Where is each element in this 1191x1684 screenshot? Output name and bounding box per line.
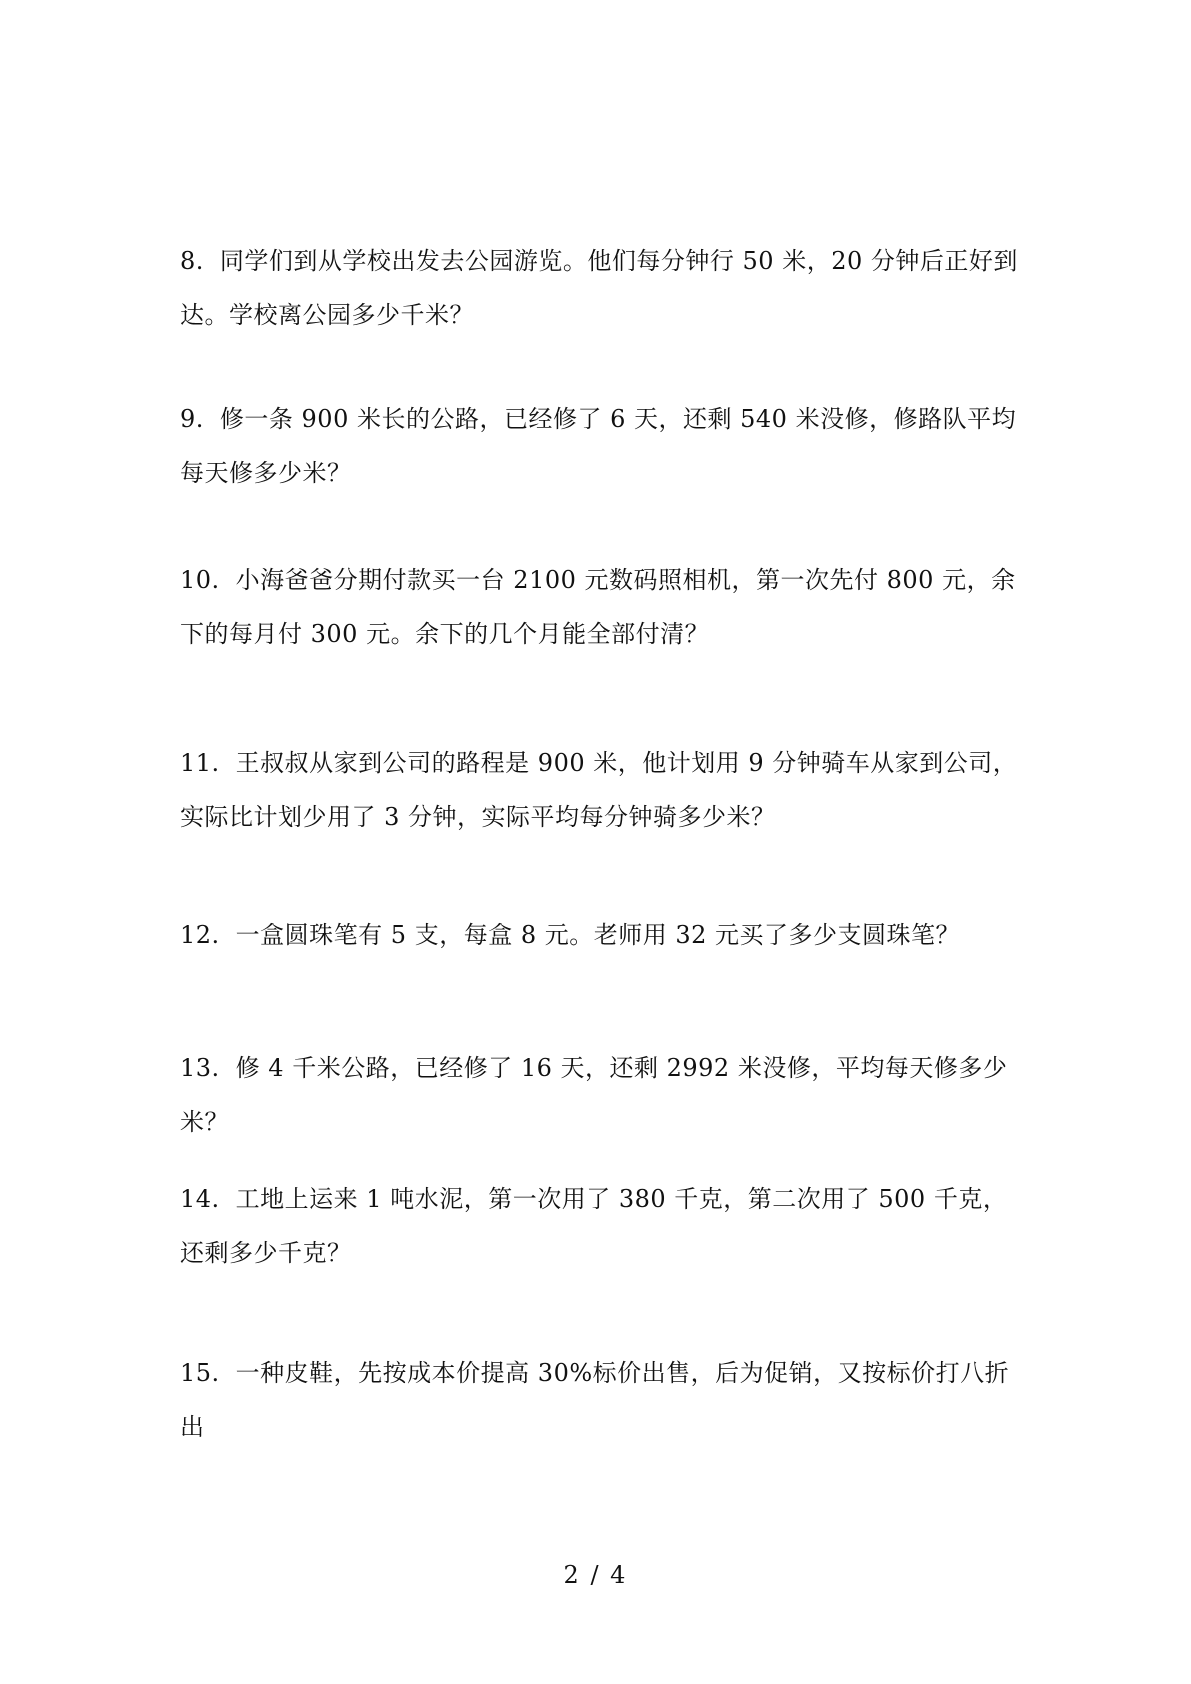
problem-12 xyxy=(180,908,1020,962)
problem-8 xyxy=(180,234,1020,342)
problem-number: 15. xyxy=(180,1359,220,1387)
problem-9 xyxy=(180,392,1020,500)
problem-number: 11. xyxy=(180,749,220,777)
problem-text: 修 4 千米公路，已经修了 16 天，还剩 2992 米没修，平均每天修多少米？ xyxy=(180,1054,1008,1136)
problem-number: 13. xyxy=(180,1054,220,1082)
problem-number: 10. xyxy=(180,566,220,594)
problem-text: 同学们到从学校出发去公园游览。他们每分钟行 50 米，20 分钟后正好到达。学校离公园多少千米？ xyxy=(180,247,1018,329)
problem-text: 王叔叔从家到公司的路程是 900 米，他计划用 9 分钟骑车从家到公司，实际比计划少用了 3 分钟，实际平均每分钟骑多少米？ xyxy=(180,749,1018,831)
problem-14 xyxy=(180,1172,1020,1280)
problem-number: 12. xyxy=(180,921,220,949)
problem-number: 14. xyxy=(180,1185,220,1213)
problem-number: 8. xyxy=(180,247,204,275)
problem-text: 工地上运来 1 吨水泥，第一次用了 380 千克，第二次用了 500 千克，还剩多少千克？ xyxy=(180,1185,1008,1267)
problem-text: 小海爸爸分期付款买一台 2100 元数码照相机，第一次先付 800 元，余下的每月付 300 元。余下的几个月能全部付清？ xyxy=(180,566,1016,648)
page-number: 2 / 4 xyxy=(563,1561,628,1589)
problem-text: 修一条 900 米长的公路，已经修了 6 天，还剩 540 米没修，修路队平均每天修多少米？ xyxy=(180,405,1017,487)
problem-number: 9. xyxy=(180,405,204,433)
problem-text: 一种皮鞋，先按成本价提高 30%标价出售，后为促销，又按标价打八折出 xyxy=(180,1359,1010,1441)
problem-10 xyxy=(180,553,1020,661)
problem-text: 一盒圆珠笔有 5 支，每盒 8 元。老师用 32 元买了多少支圆珠笔？ xyxy=(235,921,961,949)
problem-11 xyxy=(180,736,1020,844)
problem-15 xyxy=(180,1346,1020,1454)
problem-13 xyxy=(180,1041,1020,1149)
